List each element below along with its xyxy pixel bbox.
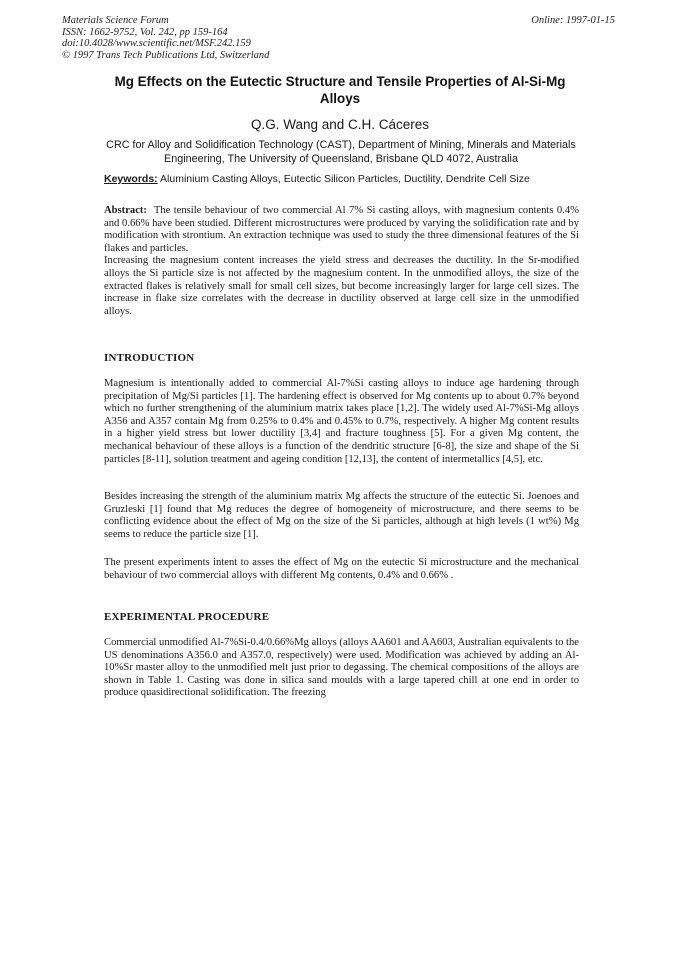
keywords-text: Aluminium Casting Alloys, Eutectic Silicon Particles, Ductility, Dendrite Cell Size — [160, 173, 530, 185]
keywords-label: Keywords: — [104, 173, 158, 185]
authors: Q.G. Wang and C.H. Cáceres — [250, 117, 430, 132]
issn-line: ISSN: 1662-9752, Vol. 242, pp 159-164 — [62, 26, 228, 38]
journal-name: Materials Science Forum — [62, 15, 169, 26]
introduction-paragraph-2: Besides increasing the strength of the aluminium matrix Mg affects the structure of the eutectic Si. Joenoes and Gruzleski [1] found that Mg reduces the degree of homogeneity of microstructure, and there seems to be conflicting evidence about the effect of Mg on the size of the Si particles, although at high levels (1 wt%) Mg seems to reduce the particle size [1]. — [104, 491, 579, 540]
abstract-paragraph-2: Increasing the magnesium content increases the yield stress and decreases the ductility. In the Sr-modified alloys the Si particle size is not affected by the magnesium content. In the unmodified alloys, the size of the extracted flakes is relatively small for small cell sizes, but become increasingly larger for large cell sizes. The increase in flake size correlates with the decrease in ductility observed at large cell size in the unmodified alloys. — [104, 255, 579, 317]
experimental-paragraph-1: Commercial unmodified Al-7%Si-0.4/0.66%Mg alloys (alloys AA601 and AA603, Australian equivalents to the US denominations A356.0 and A357.0, respectively) were used. Modification was achieved by adding an Al-10%Sr master alloy to the unmodified melt just prior to degassing. The chemical compositions of the alloys are shown in Table 1. Casting was done in silica sand moulds with a large tapered chill at one end in order to produce quasidirectional solidification. The freezing — [104, 637, 579, 699]
abstract-text-1: The tensile behaviour of two commercial Al 7% Si casting alloys, with magnesium contents 0.4% and 0.66% have been studied. Different microstructures were produced by varying the solidification rate and by modification with strontium. An extraction technique was used to study the three dimensional features of the Si flakes and particles. — [104, 205, 579, 254]
abstract — [104, 205, 579, 318]
abstract-paragraph-1 — [104, 205, 579, 255]
keywords — [104, 172, 584, 186]
copyright-line: © 1997 Trans Tech Publications Ltd, Switzerland — [62, 49, 270, 61]
affiliation: CRC for Alloy and Solidification Technology (CAST), Department of Mining, Minerals and Materials Engineering, The University of Queensland, Brisbane QLD 4072, Australia — [106, 139, 576, 165]
publication-meta — [62, 15, 269, 61]
introduction-heading: INTRODUCTION — [104, 352, 195, 364]
doi-line: doi:10.4028/www.scientific.net/MSF.242.159 — [62, 38, 251, 50]
experimental-heading: EXPERIMENTAL PROCEDURE — [104, 611, 270, 623]
online-date: Online: 1997-01-15 — [531, 15, 615, 26]
introduction-paragraph-1: Magnesium is intentionally added to commercial Al-7%Si casting alloys to induce age hardening through precipitation of Mg/Si particles [1]. The hardening effect is observed for Mg contents up to about 0.7% beyond which no further strengthening of the aluminium matrix takes place [1,2]. The widely used Al-7%Si-Mg alloys A356 and A357 contain Mg from 0.25% to 0.4% and 0.45% to 0.7%, respectively. A higher Mg content results in a higher yield stress but lower ductility [3,4] and fracture toughness [5]. For a given Mg content, the mechanical behaviour of these alloys is a function of the dendritic structure [6-8], the size and shape of the Si particles [8-11], solution treatment and ageing condition [12,13], the content of intermetallics [4,5], etc. — [104, 378, 579, 465]
paper-title: Mg Effects on the Eutectic Structure and Tensile Properties of Al-Si-Mg Alloys — [114, 74, 566, 106]
abstract-label: Abstract: — [104, 205, 147, 216]
introduction-paragraph-3: The present experiments intent to asses the effect of Mg on the eutectic Si microstructure and the mechanical behaviour of two commercial alloys with different Mg contents, 0.4% and 0.66% . — [104, 557, 579, 581]
